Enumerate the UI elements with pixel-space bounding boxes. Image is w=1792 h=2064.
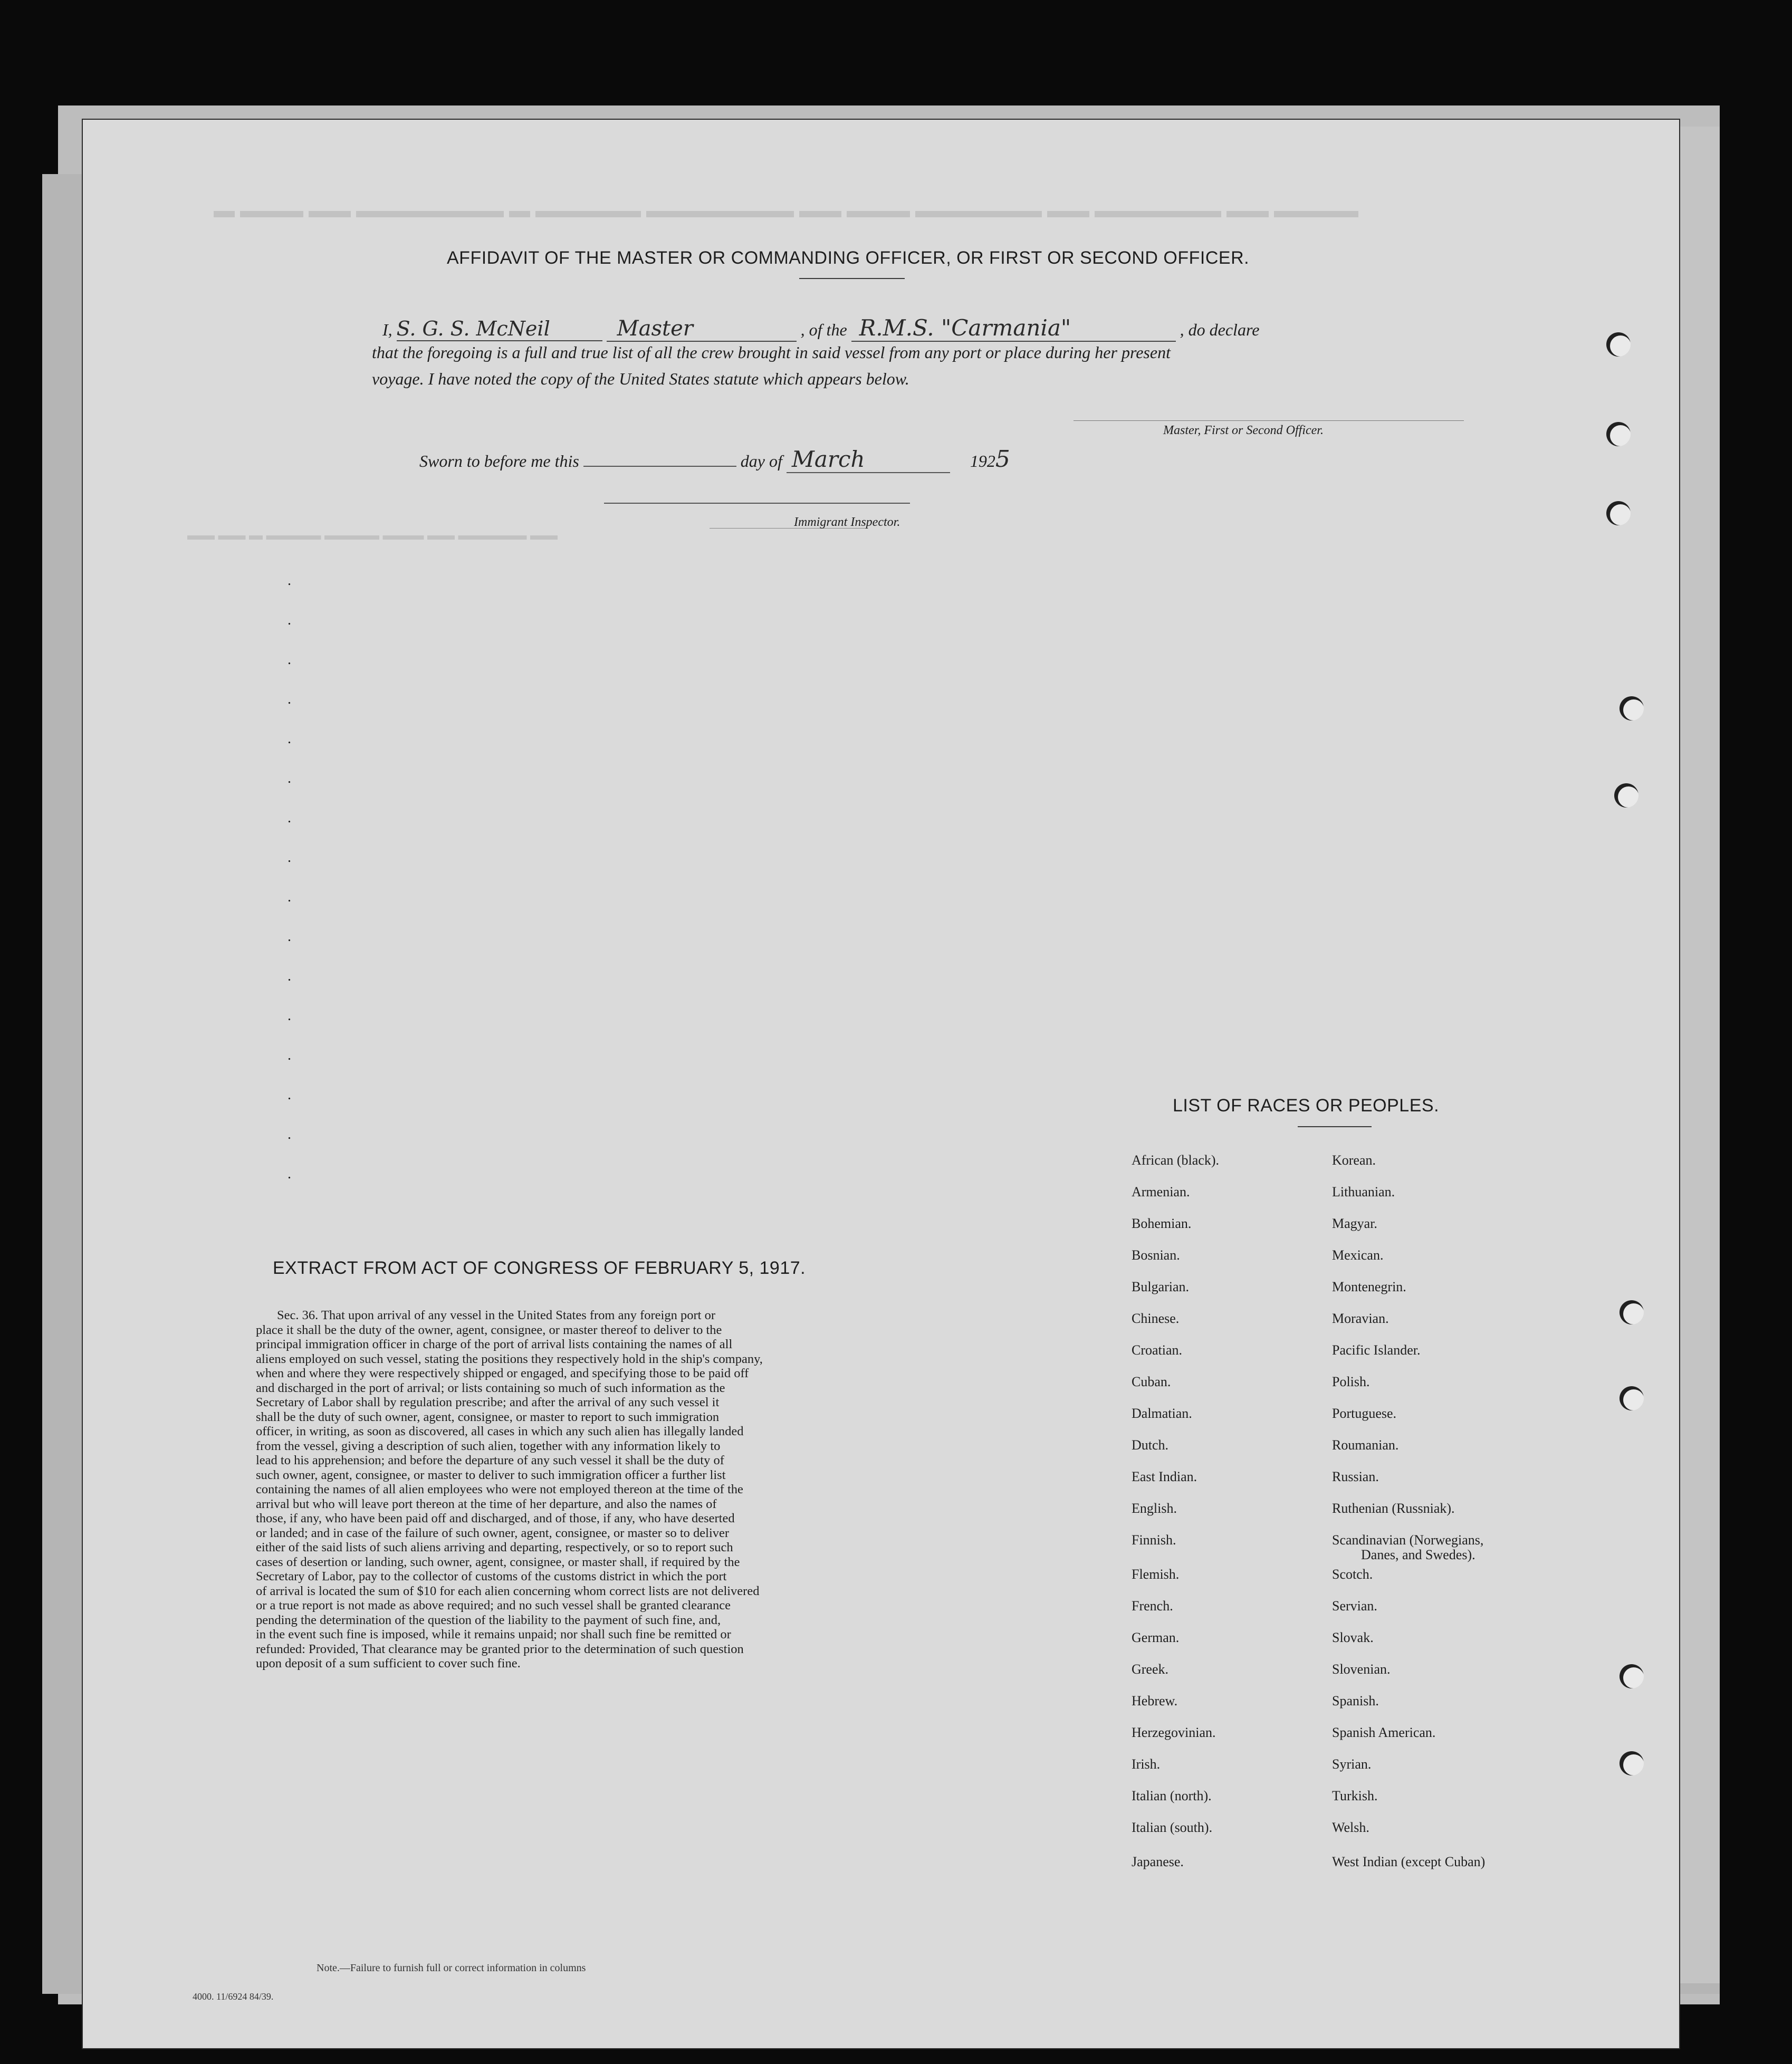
bleed-through-text: ▬ ▬▬▬ ▬▬ ▬▬▬▬▬▬▬ ▬ ▬▬▬▬▬ ▬▬▬▬▬▬▬ ▬▬ ▬▬▬ ▬▬▬▬▬▬ ▬▬ ▬▬▬▬▬▬ ▬▬ ▬▬▬▬ (214, 198, 1358, 222)
extract-line: Sec. 36. That upon arrival of any vessel in the United States from any foreign port or (277, 1308, 715, 1322)
binder-hole (1619, 696, 1644, 721)
race-item: Servian. (1332, 1598, 1377, 1614)
extract-line: pending the determination of the question of the liability to the payment of such fine, and, (256, 1612, 721, 1627)
race-item: Magyar. (1332, 1216, 1377, 1231)
master-name-field: S. G. S. McNeil (397, 317, 602, 341)
month-field: March (787, 446, 950, 473)
divider (799, 278, 905, 279)
race-item: East Indian. (1132, 1469, 1197, 1484)
race-item: Dalmatian. (1132, 1406, 1192, 1421)
race-item: Slovenian. (1332, 1662, 1391, 1677)
extract-line: shall be the duty of such owner, agent, consignee, or master to report to such immigration (256, 1409, 720, 1424)
binder-hole (1619, 1664, 1644, 1688)
extract-line: containing the names of all alien employees who were not employed thereon at the time of the (256, 1482, 743, 1496)
signature-label: Master, First or Second Officer. (1163, 424, 1324, 437)
extract-line: upon deposit of a sum sufficient to cover such fine. (256, 1656, 521, 1671)
race-item: Polish. (1332, 1374, 1370, 1389)
extract-line: lead to his apprehension; and before the departure of any such vessel it shall be the duty of (256, 1453, 724, 1467)
manifest-page: ▬ ▬▬▬ ▬▬ ▬▬▬▬▬▬▬ ▬ ▬▬▬▬▬ ▬▬▬▬▬▬▬ ▬▬ ▬▬▬ ▬▬▬▬▬▬ ▬▬ ▬▬▬▬▬▬ ▬▬ ▬▬▬▬ ▬▬ ▬▬ ▬ ▬▬▬▬ ▬▬▬▬ ▬▬▬ ▬▬ ▬▬▬▬▬ ▬▬ AFFIDAVIT OF THE MASTER OR COMMANDING OFFICER, OR FIRST OR SECOND OFFICER. I, S. G. S. McNeil Master , of the R.M.S. "Carmania" , do declare that the foregoing is a full and true list of all the crew brought in said vessel from any port or place during her present voyage. I have noted the copy of the United States statute which appears below. Master, First or Second Officer. Sworn to before me this day of March 1925 Immigrant Inspector. . . . . . . . . . . . . . . . . EXTRACT FROM ACT OF CONGRESS OF FEBRUARY 5, 1917. Sec. 36. That upon arrival of any vessel in the United States from any foreign port or place it shall be the duty of the owner, agent, consignee, or master thereof to deliver to the principal immigration officer in charge of the port of arrival lists containing the names of all aliens employed on such vessel, stating the positions they respectively hold in the ship's company, when and where they were respectively shipped or engaged, and specifying those to be paid off and discharged in the port of arrival; or lists containing so much of such information as the Secretary of Labor shall by regulation prescribe; and after the arrival of any such vessel it shall be the duty of such owner, agent, consignee, or master to report to such immigration officer, in writing, as soon as discovered, all cases in which any such alien has illegally landed from the vessel, giving a description of such alien, together with any information likely to lead to his apprehension; and before the departure of any such vessel it shall be the duty of such owner, agent, consignee, or master to deliver to such immigration officer a further list containing the names of all alien employees who were not employed thereon at the time of the arrival but who will leave port thereon at the time of her departure, and also the names of those, if any, who have been paid off and discharged, and of those, if any, who have deserted or landed; and in case of the failure of such owner, agent, consignee, or master so to deliver either of the said lists of such aliens arriving and departing, respectively, or so to report such cases of desertion or landing, such owner, agent, consignee, or master shall, if required by the Secretary of Labor, pay to the collector of customs of the customs district in which the port of arrival is located the sum of $10 for each alien concerning whom correct lists are not delivered or a true report is not made as above required; and no such vessel shall be granted clearance pending the determination of the question of the liability to the payment of such fine, and, in the event such fine is imposed, while it remains unpaid; nor shall such fine be remitted or refunded: Provided, That clearance may be granted prior to the determination of such question upon deposit of a sum sufficient to cover such fine. LIST OF RACES OR PEOPLES. African (black). Armenian. Bohemian. Bosnian. Bulgarian. Chinese. Croatian. Cuban. Dalmatian. Dutch. East Indian. English. Finnish. Flemish. French. German. Greek. Hebrew. Herzegovinian. Irish. Italian (north). Italian (south). Japanese. Korean. Lithuanian. Magyar. Mexican. Montenegrin. Moravian. Pacific Islander. Polish. Portuguese. Roumanian. Russian. Ruthenian (Russniak). Scandinavian (Norwegians, Danes, and Swedes). Scotch. Servian. Slovak. Slovenian. Spanish. Spanish American. Syrian. Turkish. Welsh. West Indian (except Cuban) (82, 119, 1680, 2049)
day-blank (583, 466, 736, 467)
sworn-label: Sworn to before me this (419, 452, 579, 471)
declaration-line-1 (382, 315, 1469, 342)
extract-line: those, if any, who have been paid off and discharged, and of those, if any, who have deserted (256, 1511, 735, 1525)
extract-line: Secretary of Labor, pay to the collector of customs of the customs district in which the port (256, 1569, 727, 1583)
year-printed: 192 (970, 452, 995, 471)
day-of-label: day of (740, 452, 782, 471)
race-item: Roumanian. (1332, 1437, 1399, 1453)
declare-label: , do declare (1180, 320, 1260, 339)
extract-line: officer, in writing, as soon as discovered, all cases in which any such alien has illegally landed (256, 1424, 744, 1438)
race-item: Portuguese. (1332, 1406, 1397, 1421)
race-item: Lithuanian. (1332, 1184, 1395, 1199)
binder-hole (1619, 1751, 1644, 1775)
extract-line: or landed; and in case of the failure of such owner, agent, consignee, or master so to deliver (256, 1525, 730, 1540)
bleed-through-text: ▬▬ ▬▬ ▬ ▬▬▬▬ ▬▬▬▬ ▬▬▬ ▬▬ ▬▬▬▬▬ ▬▬ (187, 527, 558, 543)
inspector-label: Immigrant Inspector. (794, 515, 900, 529)
binder-hole (1614, 783, 1638, 808)
race-item: Flemish. (1132, 1567, 1180, 1582)
race-item: French. (1132, 1598, 1173, 1614)
extract-line: place it shall be the duty of the owner, agent, consignee, or master thereof to deliver to the (256, 1322, 722, 1337)
race-item: Bosnian. (1132, 1247, 1180, 1263)
extract-line: from the vessel, giving a description of such alien, together with any information likely to (256, 1438, 721, 1453)
races-title: LIST OF RACES OR PEOPLES. (1173, 1096, 1440, 1116)
declaration-line-3: voyage. I have noted the copy of the United States statute which appears below. (372, 369, 909, 388)
race-item: Mexican. (1332, 1247, 1384, 1263)
signature-line (1074, 420, 1464, 421)
extract-line: Secretary of Labor shall by regulation prescribe; and after the arrival of any such vessel it (256, 1395, 720, 1409)
race-item: Ruthenian (Russniak). (1332, 1501, 1455, 1516)
race-item: Chinese. (1132, 1311, 1180, 1326)
race-item: Italian (south). (1132, 1820, 1213, 1835)
race-item: Slovak. (1332, 1630, 1374, 1645)
footer-note: Note.—Failure to furnish full or correct information in columns (317, 1962, 586, 1974)
extract-line: of arrival is located the sum of $10 for each alien concerning whom correct lists are not delivered (256, 1583, 760, 1598)
race-item: Russian. (1332, 1469, 1379, 1484)
divider (1298, 1126, 1372, 1127)
race-item: Spanish. (1332, 1693, 1379, 1708)
binder-hole (1606, 332, 1631, 357)
race-item: Hebrew. (1132, 1693, 1178, 1708)
extract-line: or a true report is not made as above required; and no such vessel shall be granted clearance (256, 1598, 731, 1612)
i-prefix: I, (382, 320, 392, 339)
race-item: German. (1132, 1630, 1180, 1645)
race-item: Turkish. (1332, 1788, 1378, 1803)
binder-hole (1619, 1300, 1644, 1324)
race-item-continued: Danes, and Swedes). (1361, 1547, 1475, 1562)
race-item: Montenegrin. (1332, 1279, 1406, 1294)
rank-field: Master (607, 316, 797, 342)
sworn-line (419, 446, 1010, 473)
vessel-name-field: R.M.S. "Carmania" (851, 315, 1176, 342)
binder-hole (1606, 422, 1631, 446)
extract-line: either of the said lists of such aliens arriving and departing, respectively, or so to report such (256, 1540, 733, 1554)
affidavit-title: AFFIDAVIT OF THE MASTER OR COMMANDING OFFICER, OR FIRST OR SECOND OFFICER. (447, 248, 1250, 268)
form-number: 4000. 11/6924 84/39. (193, 1991, 274, 2002)
race-item: Scandinavian (Norwegians, (1332, 1532, 1484, 1548)
extract-line: refunded: Provided, That clearance may be granted prior to the determination of such question (256, 1641, 744, 1656)
race-item: Spanish American. (1332, 1725, 1436, 1740)
binder-hole (1619, 1386, 1644, 1410)
race-item: Finnish. (1132, 1532, 1176, 1548)
race-item: English. (1132, 1501, 1177, 1516)
race-item: African (black). (1132, 1153, 1220, 1168)
race-item: Bohemian. (1132, 1216, 1192, 1231)
race-item: Cuban. (1132, 1374, 1171, 1389)
extract-line: in the event such fine is imposed, while it remains unpaid; nor shall such fine be remitted or (256, 1627, 731, 1641)
race-item: Dutch. (1132, 1437, 1169, 1453)
extract-line: principal immigration officer in charge of the port of arrival lists containing the names of all (256, 1337, 733, 1351)
race-item: Moravian. (1332, 1311, 1389, 1326)
race-item: Irish. (1132, 1756, 1161, 1772)
race-item: Pacific Islander. (1332, 1342, 1421, 1358)
extract-line: such owner, agent, consignee, or master to deliver to such immigration officer a further list (256, 1467, 726, 1482)
of-the-label: , of the (800, 320, 847, 339)
race-item: West Indian (except Cuban) (1332, 1854, 1486, 1869)
race-item: Herzegovinian. (1132, 1725, 1216, 1740)
binder-hole (1606, 501, 1631, 525)
extract-line: when and where they were respectively shipped or engaged, and specifying those to be paid off (256, 1366, 749, 1380)
race-item: Armenian. (1132, 1184, 1190, 1199)
race-item: Italian (north). (1132, 1788, 1212, 1803)
year-written: 5 (995, 446, 1010, 473)
race-item: Bulgarian. (1132, 1279, 1190, 1294)
extract-title: EXTRACT FROM ACT OF CONGRESS OF FEBRUARY 5, 1917. (273, 1258, 806, 1278)
race-item: Greek. (1132, 1662, 1169, 1677)
extract-body (256, 1308, 952, 1671)
race-item: Welsh. (1332, 1820, 1369, 1835)
extract-line: and discharged in the port of arrival; or lists containing so much of such information as the (256, 1380, 725, 1395)
race-item: Japanese. (1132, 1854, 1184, 1869)
race-item: Scotch. (1332, 1567, 1373, 1582)
extract-line: cases of desertion or landing, such owner, agent, consignee, or master shall, if required by the (256, 1554, 740, 1569)
race-item: Korean. (1332, 1153, 1376, 1168)
race-item: Croatian. (1132, 1342, 1183, 1358)
inspector-line (604, 503, 910, 504)
race-item: Syrian. (1332, 1756, 1372, 1772)
extract-line: arrival but who will leave port thereon at the time of her departure, and also the names of (256, 1496, 717, 1511)
declaration-line-2: that the foregoing is a full and true list of all the crew brought in said vessel from any port or place during her present (372, 343, 1171, 362)
extract-line: aliens employed on such vessel, stating the positions they respectively hold in the ship's company, (256, 1351, 763, 1366)
